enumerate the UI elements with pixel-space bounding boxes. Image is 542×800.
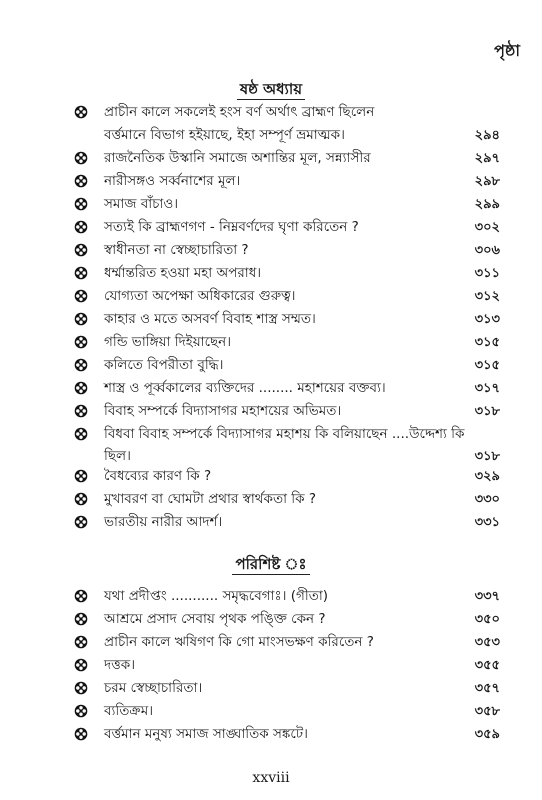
toc-entry-page-number: ৩৩০: [474, 492, 500, 507]
flower-bullet-icon: [74, 492, 88, 506]
chapter-title: [0, 78, 542, 103]
toc-entry-page-number: ৩১২: [474, 289, 500, 304]
flower-bullet-icon: [74, 381, 88, 395]
toc-entry-title: সত্যই কি ব্রাহ্মণগণ - নিম্নবর্ণদের ঘৃণা করিতেন ?: [104, 219, 359, 235]
toc-entry-page-number: ৩৫৮: [474, 704, 500, 719]
toc-entry-title: যোগ্যতা অপেক্ষা অধিকারের গুরুত্ব।: [104, 288, 296, 304]
flower-bullet-icon: [74, 289, 88, 303]
flower-bullet-icon: [74, 266, 88, 280]
flower-bullet-icon: [74, 220, 88, 234]
page-label: পৃষ্ঠা: [494, 41, 520, 60]
flower-bullet-icon: [74, 427, 88, 441]
toc-entry-page-number: ৩৫৭: [474, 681, 500, 696]
toc-entry-page-number: ৩১৩: [474, 312, 500, 327]
toc-entry-title: চরম স্বেচ্ছাচারিতা।: [104, 680, 203, 696]
toc-entry-page-number: ৩১১: [474, 266, 500, 281]
toc-entry-page-number: ৩৫৫: [474, 658, 500, 673]
toc-entry-title: মুখাবরণ বা ঘোমটা প্রথার স্বার্থকতা কি ?: [104, 491, 317, 507]
flower-bullet-icon: [74, 612, 88, 626]
toc-entry-title: আশ্রমে প্রসাদ সেবায় পৃথক পঙ্ক্তি কেন ?: [104, 611, 326, 627]
toc-entry-page-number: ৩৫৩: [474, 635, 500, 650]
flower-bullet-icon: [74, 658, 88, 672]
flower-bullet-icon: [74, 197, 88, 211]
toc-entry-title: রাজনৈতিক উস্কানি সমাজে অশান্তির মূল, সন্ন্যাসীর: [104, 150, 371, 166]
toc-entry-title: দত্তক।: [104, 657, 136, 673]
toc-entry-page-number: ৩১৮: [474, 404, 500, 419]
toc-entry-title: প্রাচীন কালে ঋষিগণ কি গো মাংসভক্ষণ করিতেন ?: [104, 634, 374, 650]
flower-bullet-icon: [74, 404, 88, 418]
flower-bullet-icon: [74, 105, 88, 119]
toc-entry-page-number: ৩২৯: [474, 469, 500, 484]
flower-bullet-icon: [74, 358, 88, 372]
toc-entry-title-continuation: ছিল।: [104, 448, 131, 464]
toc-entry-title: শাস্ত্র ও পূর্ব্বকালের ব্যক্তিদের ........ মহাশয়ের বক্তব্য।: [104, 380, 386, 396]
toc-entry-page-number: ২৯৪: [474, 128, 500, 143]
toc-entry-title: বৈধব্যের কারণ কি ?: [104, 468, 212, 484]
toc-entry-page-number: ৩১৫: [474, 358, 500, 373]
flower-bullet-icon: [74, 335, 88, 349]
toc-entry-page-number: ৩৩১: [474, 515, 500, 530]
toc-entry-page-number: ৩১৮: [474, 449, 500, 464]
flower-bullet-icon: [74, 515, 88, 529]
toc-entry-title: বিধবা বিবাহ সম্পর্কে বিদ্যাসাগর মহাশয় কি বলিয়াছেন ....উদ্দেশ্য কি: [104, 426, 465, 442]
flower-bullet-icon: [74, 469, 88, 483]
toc-entry-title: যথা প্রদীপ্তং ........... সমৃদ্ধবেগাঃ। (গীতা): [104, 588, 329, 604]
chapter-title-text: ষষ্ঠ অধ্যায়: [237, 80, 305, 100]
appendix-title: [0, 553, 542, 578]
flower-bullet-icon: [74, 151, 88, 165]
footer-page-number: xxviii: [252, 770, 290, 786]
toc-entry-page-number: ২৯৮: [474, 174, 500, 189]
flower-bullet-icon: [74, 174, 88, 188]
toc-entry-page-number: ৩৫০: [474, 612, 500, 627]
toc-entry-title-continuation: বর্ত্তমানে বিভাগ হইয়াছে, ইহা সম্পূর্ণ ভ্রমাত্মক।: [104, 127, 345, 143]
flower-bullet-icon: [74, 312, 88, 326]
toc-entry-title: কাহার ও মতে অসবর্ণ বিবাহ শাস্ত্র সম্মত।: [104, 311, 316, 327]
toc-entry-page-number: ৩৩৭: [474, 589, 500, 604]
toc-entry-title: ধর্ম্মান্তরিত হওয়া মহা অপরাধ।: [104, 265, 262, 281]
toc-entry-page-number: ৩১৭: [474, 381, 500, 396]
toc-entry-page-number: ২৯৯: [474, 197, 500, 212]
toc-entry-page-number: ৩১৫: [474, 335, 500, 350]
flower-bullet-icon: [74, 704, 88, 718]
flower-bullet-icon: [74, 727, 88, 741]
toc-entry-title: বিবাহ সম্পর্কে বিদ্যাসাগর মহাশয়ের অভিমত।: [104, 403, 342, 419]
toc-entry-title: কলিতে বিপরীতা বুদ্ধি।: [104, 357, 224, 373]
toc-entry-title: প্রাচীন কালে সকলেই হংস বর্ণ অর্থাৎ ব্রাহ্মণ ছিলেন: [104, 104, 375, 120]
flower-bullet-icon: [74, 589, 88, 603]
toc-entry-page-number: ২৯৭: [474, 151, 500, 166]
toc-entry-title: বর্ত্তমান মনুষ্য সমাজ সাঙ্ঘাতিক সঙ্কটে।: [104, 726, 308, 742]
toc-entry-title: নারীসঙ্গও সর্ব্বনাশের মূল।: [104, 173, 241, 189]
toc-entry-title: স্বাধীনতা না স্বেচ্ছাচারিতা ?: [104, 242, 249, 258]
toc-entry-page-number: ৩০৬: [474, 243, 500, 258]
flower-bullet-icon: [74, 681, 88, 695]
toc-entry-title: গন্ডি ভাঙ্গিয়া দিইয়াছেন।: [104, 334, 232, 350]
toc-entry-title: ভারতীয় নারীর আদর্শ।: [104, 514, 223, 530]
toc-entry-page-number: ৩৫৯: [474, 727, 500, 742]
toc-entry-page-number: ৩০২: [474, 220, 500, 235]
toc-entry-title: সমাজ বাঁচাও।: [104, 196, 179, 212]
toc-entry-title: ব্যতিক্রম।: [104, 703, 154, 719]
flower-bullet-icon: [74, 635, 88, 649]
flower-bullet-icon: [74, 243, 88, 257]
appendix-title-text: পরিশিষ্ট ঃ: [232, 555, 309, 575]
